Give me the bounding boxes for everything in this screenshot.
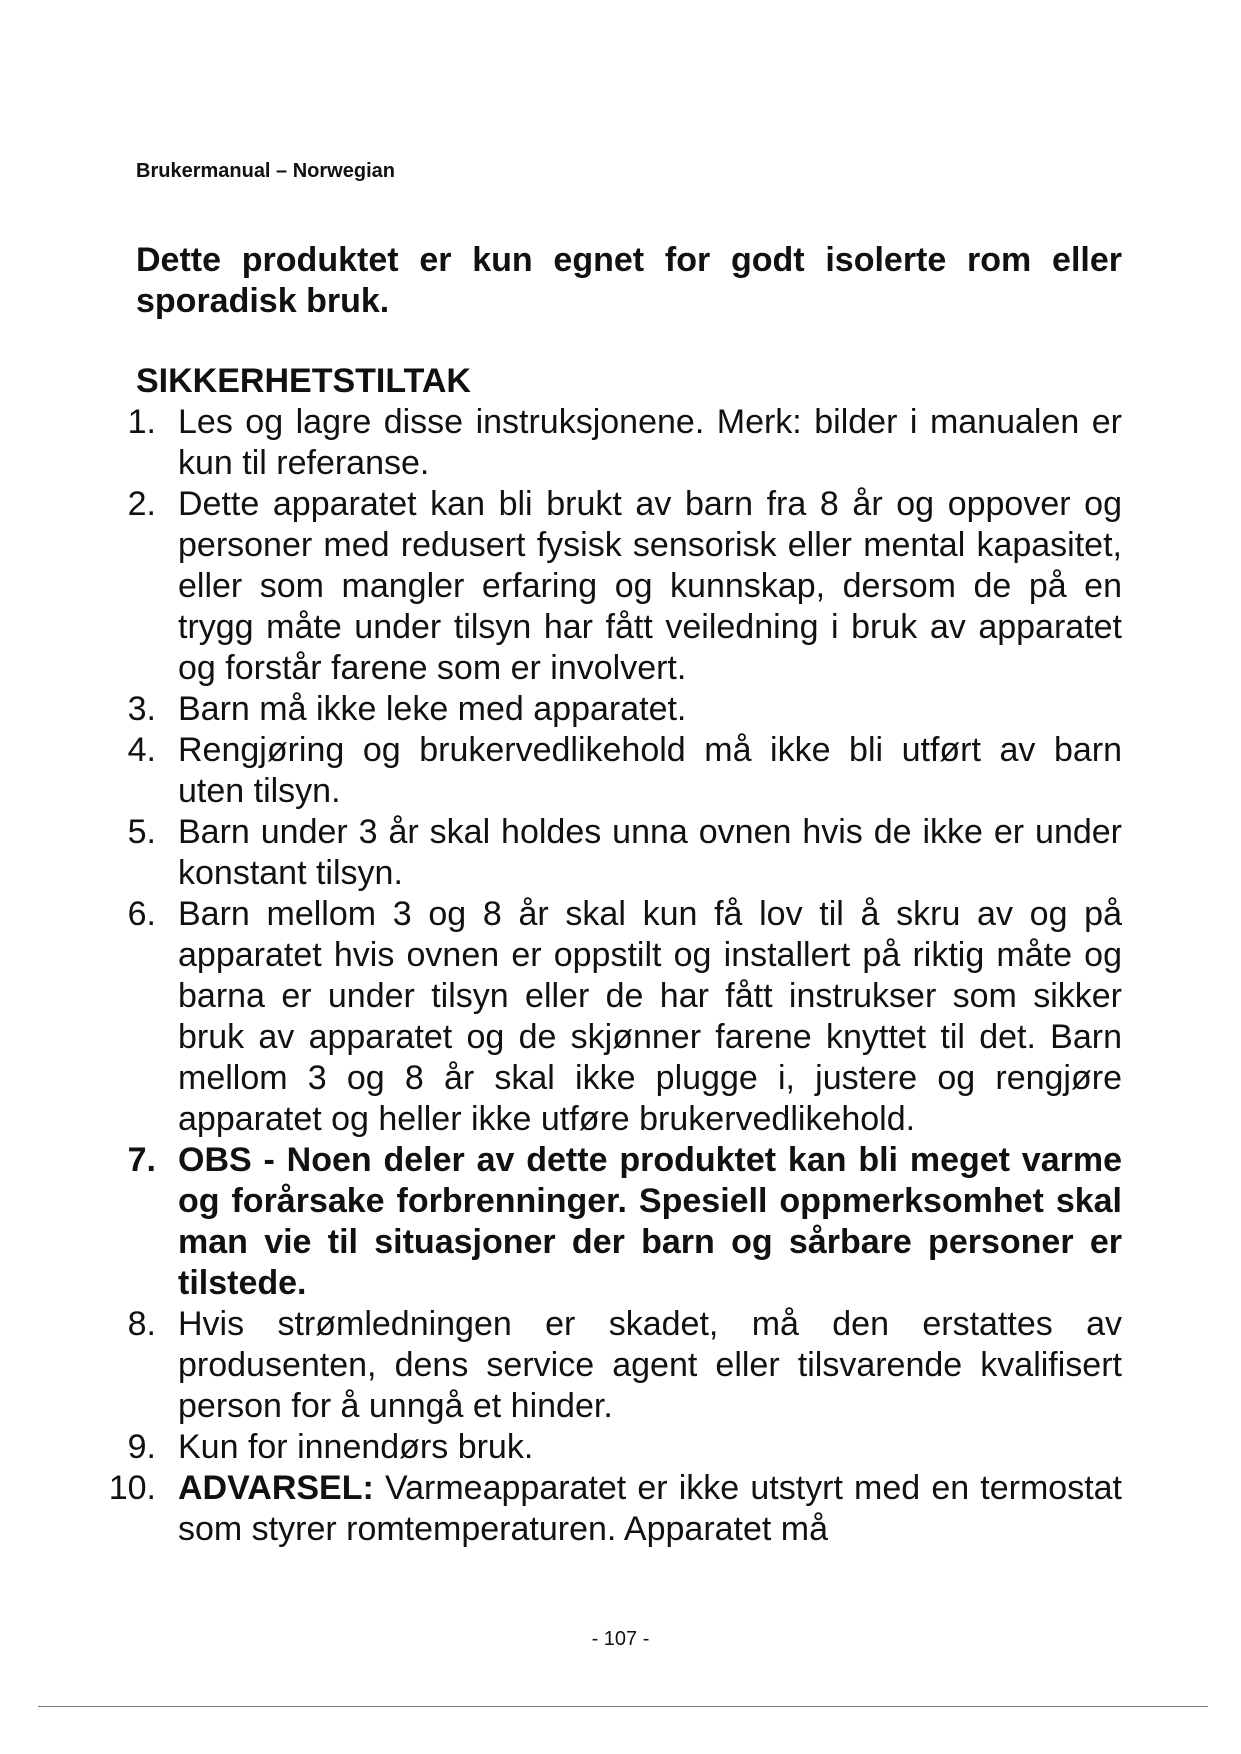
item-text: Varmeapparatet er ikke utstyrt med en termostat som styrer romtemperaturen. Apparatet må	[178, 1469, 1122, 1548]
item-text: Dette apparatet kan bli brukt av barn fra 8 år og oppover og personer med redusert fysisk sensorisk eller mental kapasitet, eller som mangler erfaring og kunnskap, dersom de på en trygg måte under tilsyn har fått veiledning i bruk av apparatet og forstår farene som er involvert.	[178, 485, 1122, 687]
document-header: Brukermanual – Norwegian	[136, 160, 395, 182]
safety-list	[108, 402, 1122, 1550]
item-text: Les og lagre disse instruksjonene. Merk: bilder i manualen er kun til referanse.	[178, 403, 1122, 482]
list-item	[108, 1304, 1122, 1427]
footer-divider	[38, 1706, 1208, 1707]
list-item	[108, 894, 1122, 1140]
list-item	[108, 689, 1122, 730]
item-number: 6.	[127, 895, 156, 933]
item-number: 2.	[127, 485, 156, 523]
list-item	[108, 1468, 1122, 1550]
list-item	[108, 402, 1122, 484]
item-number: 9.	[127, 1428, 156, 1466]
item-number: 4.	[127, 731, 156, 769]
list-item-warning	[108, 1140, 1122, 1304]
item-text: OBS - Noen deler av dette produktet kan bli meget varme og forårsake forbrenninger. Spesiell oppmerksomhet skal man vie til situasjoner der barn og sårbare personer er tilstede.	[178, 1141, 1122, 1302]
item-number: 1.	[127, 403, 156, 441]
item-text: Hvis strømledningen er skadet, må den erstattes av produsenten, dens service agent eller tilsvarende kvalifisert person for å unngå et hinder.	[178, 1305, 1122, 1425]
item-number: 7.	[127, 1141, 156, 1179]
item-text: Rengjøring og brukervedlikehold må ikke bli utført av barn uten tilsyn.	[178, 731, 1122, 810]
list-item	[108, 1427, 1122, 1468]
item-text: Barn må ikke leke med apparatet.	[178, 690, 687, 728]
intro-statement: Dette produktet er kun egnet for godt isolerte rom eller sporadisk bruk.	[136, 241, 1122, 320]
item-number: 3.	[127, 690, 156, 728]
page-number: - 107 -	[591, 1628, 650, 1650]
list-item	[108, 812, 1122, 894]
item-label: ADVARSEL:	[178, 1469, 374, 1507]
item-number: 5.	[127, 813, 156, 851]
list-item	[108, 484, 1122, 689]
item-text: Barn under 3 år skal holdes unna ovnen hvis de ikke er under konstant tilsyn.	[178, 813, 1122, 892]
item-number: 8.	[127, 1305, 156, 1343]
item-text: Barn mellom 3 og 8 år skal kun få lov til å skru av og på apparatet hvis ovnen er oppstilt og installert på riktig måte og barna er under tilsyn eller de har fått instrukser som sikker bruk av apparatet og de skjønner farene knyttet til det. Barn mellom 3 og 8 år skal ikke plugge i, justere og rengjøre apparatet og heller ikke utføre brukervedlikehold.	[178, 895, 1122, 1138]
item-text: Kun for innendørs bruk.	[178, 1428, 534, 1466]
item-number: 10.	[108, 1469, 156, 1507]
section-title: SIKKERHETSTILTAK	[136, 362, 471, 400]
list-item	[108, 730, 1122, 812]
